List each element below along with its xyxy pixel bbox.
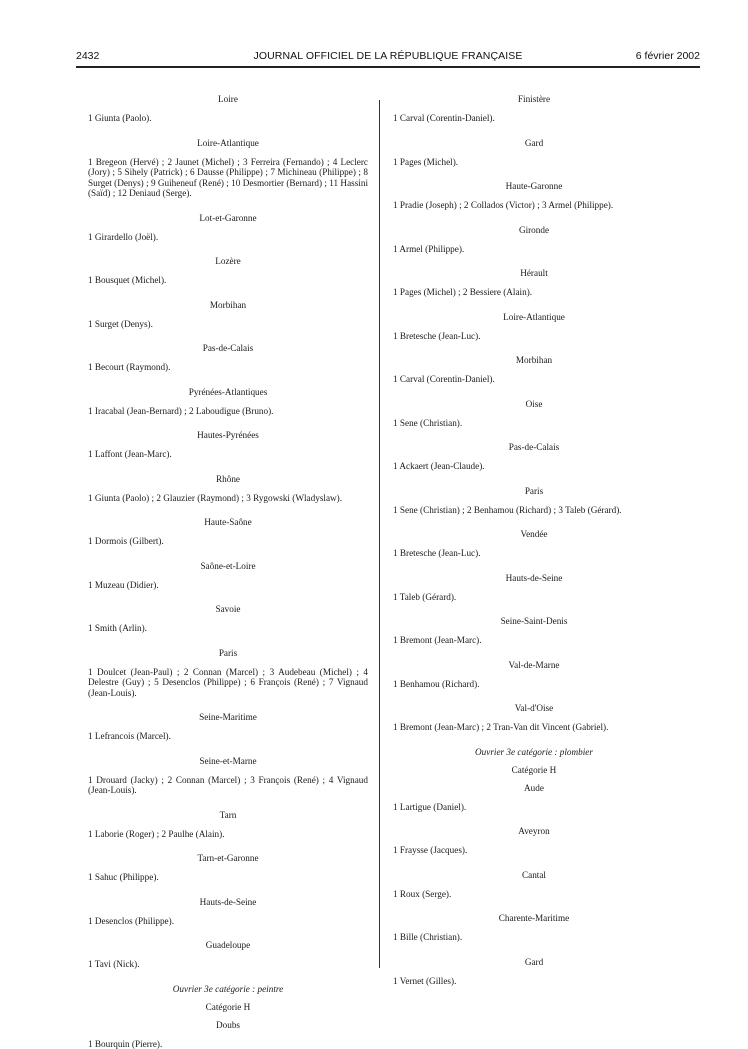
region-heading: Seine-Saint-Denis bbox=[393, 615, 675, 627]
region-entry: 1 Giunta (Paolo) ; 2 Glauzier (Raymond) ; 3 Rygowski (Wladyslaw). bbox=[88, 493, 368, 504]
region-heading: Cantal bbox=[393, 869, 675, 881]
region-group bbox=[88, 212, 368, 243]
region-entry: 1 Bretesche (Jean-Luc). bbox=[393, 548, 675, 559]
region-group bbox=[88, 896, 368, 927]
region-heading: Val-d'Oise bbox=[393, 702, 675, 714]
region-group bbox=[393, 485, 675, 516]
region-heading: Pas-de-Calais bbox=[393, 441, 675, 453]
region-entry: 1 Dormois (Gilbert). bbox=[88, 536, 368, 547]
region-heading: Hauts-de-Seine bbox=[88, 896, 368, 908]
region-entry: 1 Laborie (Roger) ; 2 Paulhe (Alain). bbox=[88, 829, 368, 840]
region-group bbox=[393, 354, 675, 385]
region-entry: 1 Bille (Christian). bbox=[393, 932, 675, 943]
region-group bbox=[393, 659, 675, 690]
region-entry: 1 Iracabal (Jean-Bernard) ; 2 Laboudigue (Bruno). bbox=[88, 406, 368, 417]
region-heading: Doubs bbox=[88, 1019, 368, 1031]
region-group bbox=[88, 299, 368, 330]
region-heading: Gard bbox=[393, 956, 675, 968]
region-heading: Loire bbox=[88, 93, 368, 105]
region-entry: 1 Ackaert (Jean-Claude). bbox=[393, 461, 675, 472]
region-entry: 1 Bremont (Jean-Marc). bbox=[393, 635, 675, 646]
region-entry: 1 Lefrancois (Marcel). bbox=[88, 731, 368, 742]
region-heading: Seine-et-Marne bbox=[88, 755, 368, 767]
region-entry: 1 Fraysse (Jacques). bbox=[393, 845, 675, 856]
region-group bbox=[393, 441, 675, 472]
region-entry: 1 Desenclos (Philippe). bbox=[88, 916, 368, 927]
region-group bbox=[88, 516, 368, 547]
region-heading: Vendée bbox=[393, 528, 675, 540]
column-divider bbox=[379, 100, 380, 968]
region-group bbox=[88, 93, 368, 124]
region-heading: Pyrénées-Atlantiques bbox=[88, 386, 368, 398]
region-heading: Finistère bbox=[393, 93, 675, 105]
region-heading: Aveyron bbox=[393, 825, 675, 837]
region-entry: 1 Bourquin (Pierre). bbox=[88, 1039, 368, 1049]
region-group bbox=[88, 939, 368, 970]
region-entry: 1 Laffont (Jean-Marc). bbox=[88, 449, 368, 460]
region-heading: Hauts-de-Seine bbox=[393, 572, 675, 584]
region-group bbox=[393, 311, 675, 342]
journal-title: JOURNAL OFFICIEL DE LA RÉPUBLIQUE FRANÇAISE bbox=[76, 50, 700, 62]
region-entry: 1 Sahuc (Philippe). bbox=[88, 872, 368, 883]
region-group bbox=[393, 528, 675, 559]
region-heading: Hérault bbox=[393, 267, 675, 279]
region-heading: Saône-et-Loire bbox=[88, 560, 368, 572]
region-heading: Aude bbox=[393, 782, 675, 794]
region-entry: 1 Pradie (Joseph) ; 2 Collados (Victor) ; 3 Armel (Philippe). bbox=[393, 200, 675, 211]
region-group bbox=[88, 647, 368, 699]
region-entry: 1 Giunta (Paolo). bbox=[88, 113, 368, 124]
region-group bbox=[393, 267, 675, 298]
region-group bbox=[393, 224, 675, 255]
region-group bbox=[88, 809, 368, 840]
region-group bbox=[393, 398, 675, 429]
region-heading: Paris bbox=[88, 647, 368, 659]
region-group bbox=[88, 255, 368, 286]
region-group bbox=[393, 825, 675, 856]
region-entry: 1 Sene (Christian) ; 2 Benhamou (Richard) ; 3 Taleb (Gérard). bbox=[393, 505, 675, 516]
region-entry: 1 Carval (Corentin-Daniel). bbox=[393, 113, 675, 124]
region-group bbox=[393, 956, 675, 987]
region-entry: 1 Pages (Michel) ; 2 Bessiere (Alain). bbox=[393, 287, 675, 298]
region-entry: 1 Taleb (Gérard). bbox=[393, 592, 675, 603]
region-entry: 1 Benhamou (Richard). bbox=[393, 679, 675, 690]
region-heading: Savoie bbox=[88, 603, 368, 615]
region-group bbox=[88, 137, 368, 199]
region-heading: Oise bbox=[393, 398, 675, 410]
region-heading: Seine-Maritime bbox=[88, 711, 368, 723]
right-column bbox=[393, 93, 675, 986]
region-group bbox=[88, 603, 368, 634]
region-entry: 1 Surget (Denys). bbox=[88, 319, 368, 330]
region-entry: 1 Tavi (Nick). bbox=[88, 959, 368, 970]
region-entry: 1 Roux (Serge). bbox=[393, 889, 675, 900]
left-column bbox=[88, 93, 368, 1049]
region-heading: Pas-de-Calais bbox=[88, 342, 368, 354]
region-group bbox=[393, 572, 675, 603]
header-rule bbox=[76, 66, 700, 68]
region-group bbox=[88, 386, 368, 417]
section-block bbox=[88, 983, 368, 1049]
region-entry: 1 Bremont (Jean-Marc) ; 2 Tran-Van dit Vincent (Gabriel). bbox=[393, 722, 675, 733]
page-header bbox=[76, 46, 700, 66]
region-entry: 1 Bregeon (Hervé) ; 2 Jaunet (Michel) ; 3 Ferreira (Fernando) ; 4 Leclerc (Jory) ; 5 Sihely (Patrick) ; 6 Dausse (Philippe) ; 7 Michineau (Philippe) ; 8 Surget (Denys) ; 9 Guiheneuf (René) ; 10 Desmortier (Bernard) ; 11 Hassini (Saïd) ; 12 Deniaud (Serge). bbox=[88, 157, 368, 199]
region-entry: 1 Bousquet (Michel). bbox=[88, 275, 368, 286]
region-heading: Hautes-Pyrénées bbox=[88, 429, 368, 441]
issue-date: 6 février 2002 bbox=[636, 50, 700, 62]
region-heading: Haute-Garonne bbox=[393, 180, 675, 192]
region-group bbox=[88, 852, 368, 883]
section-category: Catégorie H bbox=[88, 1001, 368, 1013]
region-heading: Charente-Maritime bbox=[393, 912, 675, 924]
region-entry: 1 Drouard (Jacky) ; 2 Connan (Marcel) ; 3 François (René) ; 4 Vignaud (Jean-Louis). bbox=[88, 775, 368, 796]
region-entry: 1 Smith (Arlin). bbox=[88, 623, 368, 634]
region-group bbox=[88, 755, 368, 796]
region-entry: 1 Girardello (Joël). bbox=[88, 232, 368, 243]
region-heading: Val-de-Marne bbox=[393, 659, 675, 671]
region-heading: Morbihan bbox=[88, 299, 368, 311]
region-heading: Gironde bbox=[393, 224, 675, 236]
region-heading: Loire-Atlantique bbox=[88, 137, 368, 149]
region-group bbox=[393, 869, 675, 900]
region-entry: 1 Muzeau (Didier). bbox=[88, 580, 368, 591]
region-entry: 1 Doulcet (Jean-Paul) ; 2 Connan (Marcel) ; 3 Audebeau (Michel) ; 4 Delestre (Guy) ; 5 Desenclos (Philippe) ; 6 François (René) ; 7 Vignaud (Jean-Louis). bbox=[88, 667, 368, 699]
region-entry: 1 Carval (Corentin-Daniel). bbox=[393, 374, 675, 385]
page-number: 2432 bbox=[76, 50, 99, 62]
region-entry: 1 Vernet (Gilles). bbox=[393, 976, 675, 987]
section-category: Catégorie H bbox=[393, 764, 675, 776]
region-group bbox=[393, 137, 675, 168]
region-heading: Morbihan bbox=[393, 354, 675, 366]
region-group bbox=[393, 180, 675, 211]
region-group bbox=[393, 93, 675, 124]
region-group bbox=[88, 342, 368, 373]
region-heading: Lot-et-Garonne bbox=[88, 212, 368, 224]
region-group bbox=[88, 560, 368, 591]
region-group bbox=[393, 912, 675, 943]
region-entry: 1 Armel (Philippe). bbox=[393, 244, 675, 255]
region-entry: 1 Pages (Michel). bbox=[393, 157, 675, 168]
region-heading: Haute-Saône bbox=[88, 516, 368, 528]
region-heading: Guadeloupe bbox=[88, 939, 368, 951]
region-group bbox=[88, 711, 368, 742]
region-heading: Rhône bbox=[88, 473, 368, 485]
region-entry: 1 Lartigue (Daniel). bbox=[393, 802, 675, 813]
region-heading: Tarn bbox=[88, 809, 368, 821]
region-group bbox=[88, 473, 368, 504]
region-entry: 1 Sene (Christian). bbox=[393, 418, 675, 429]
region-group bbox=[393, 702, 675, 733]
region-group bbox=[393, 782, 675, 813]
region-heading: Loire-Atlantique bbox=[393, 311, 675, 323]
region-entry: 1 Bretesche (Jean-Luc). bbox=[393, 331, 675, 342]
region-entry: 1 Becourt (Raymond). bbox=[88, 362, 368, 373]
section-title: Ouvrier 3e catégorie : peintre bbox=[88, 983, 368, 995]
region-group bbox=[393, 615, 675, 646]
region-group bbox=[88, 429, 368, 460]
region-heading: Gard bbox=[393, 137, 675, 149]
region-heading: Paris bbox=[393, 485, 675, 497]
region-heading: Lozère bbox=[88, 255, 368, 267]
section-title: Ouvrier 3e catégorie : plombier bbox=[393, 746, 675, 758]
region-heading: Tarn-et-Garonne bbox=[88, 852, 368, 864]
